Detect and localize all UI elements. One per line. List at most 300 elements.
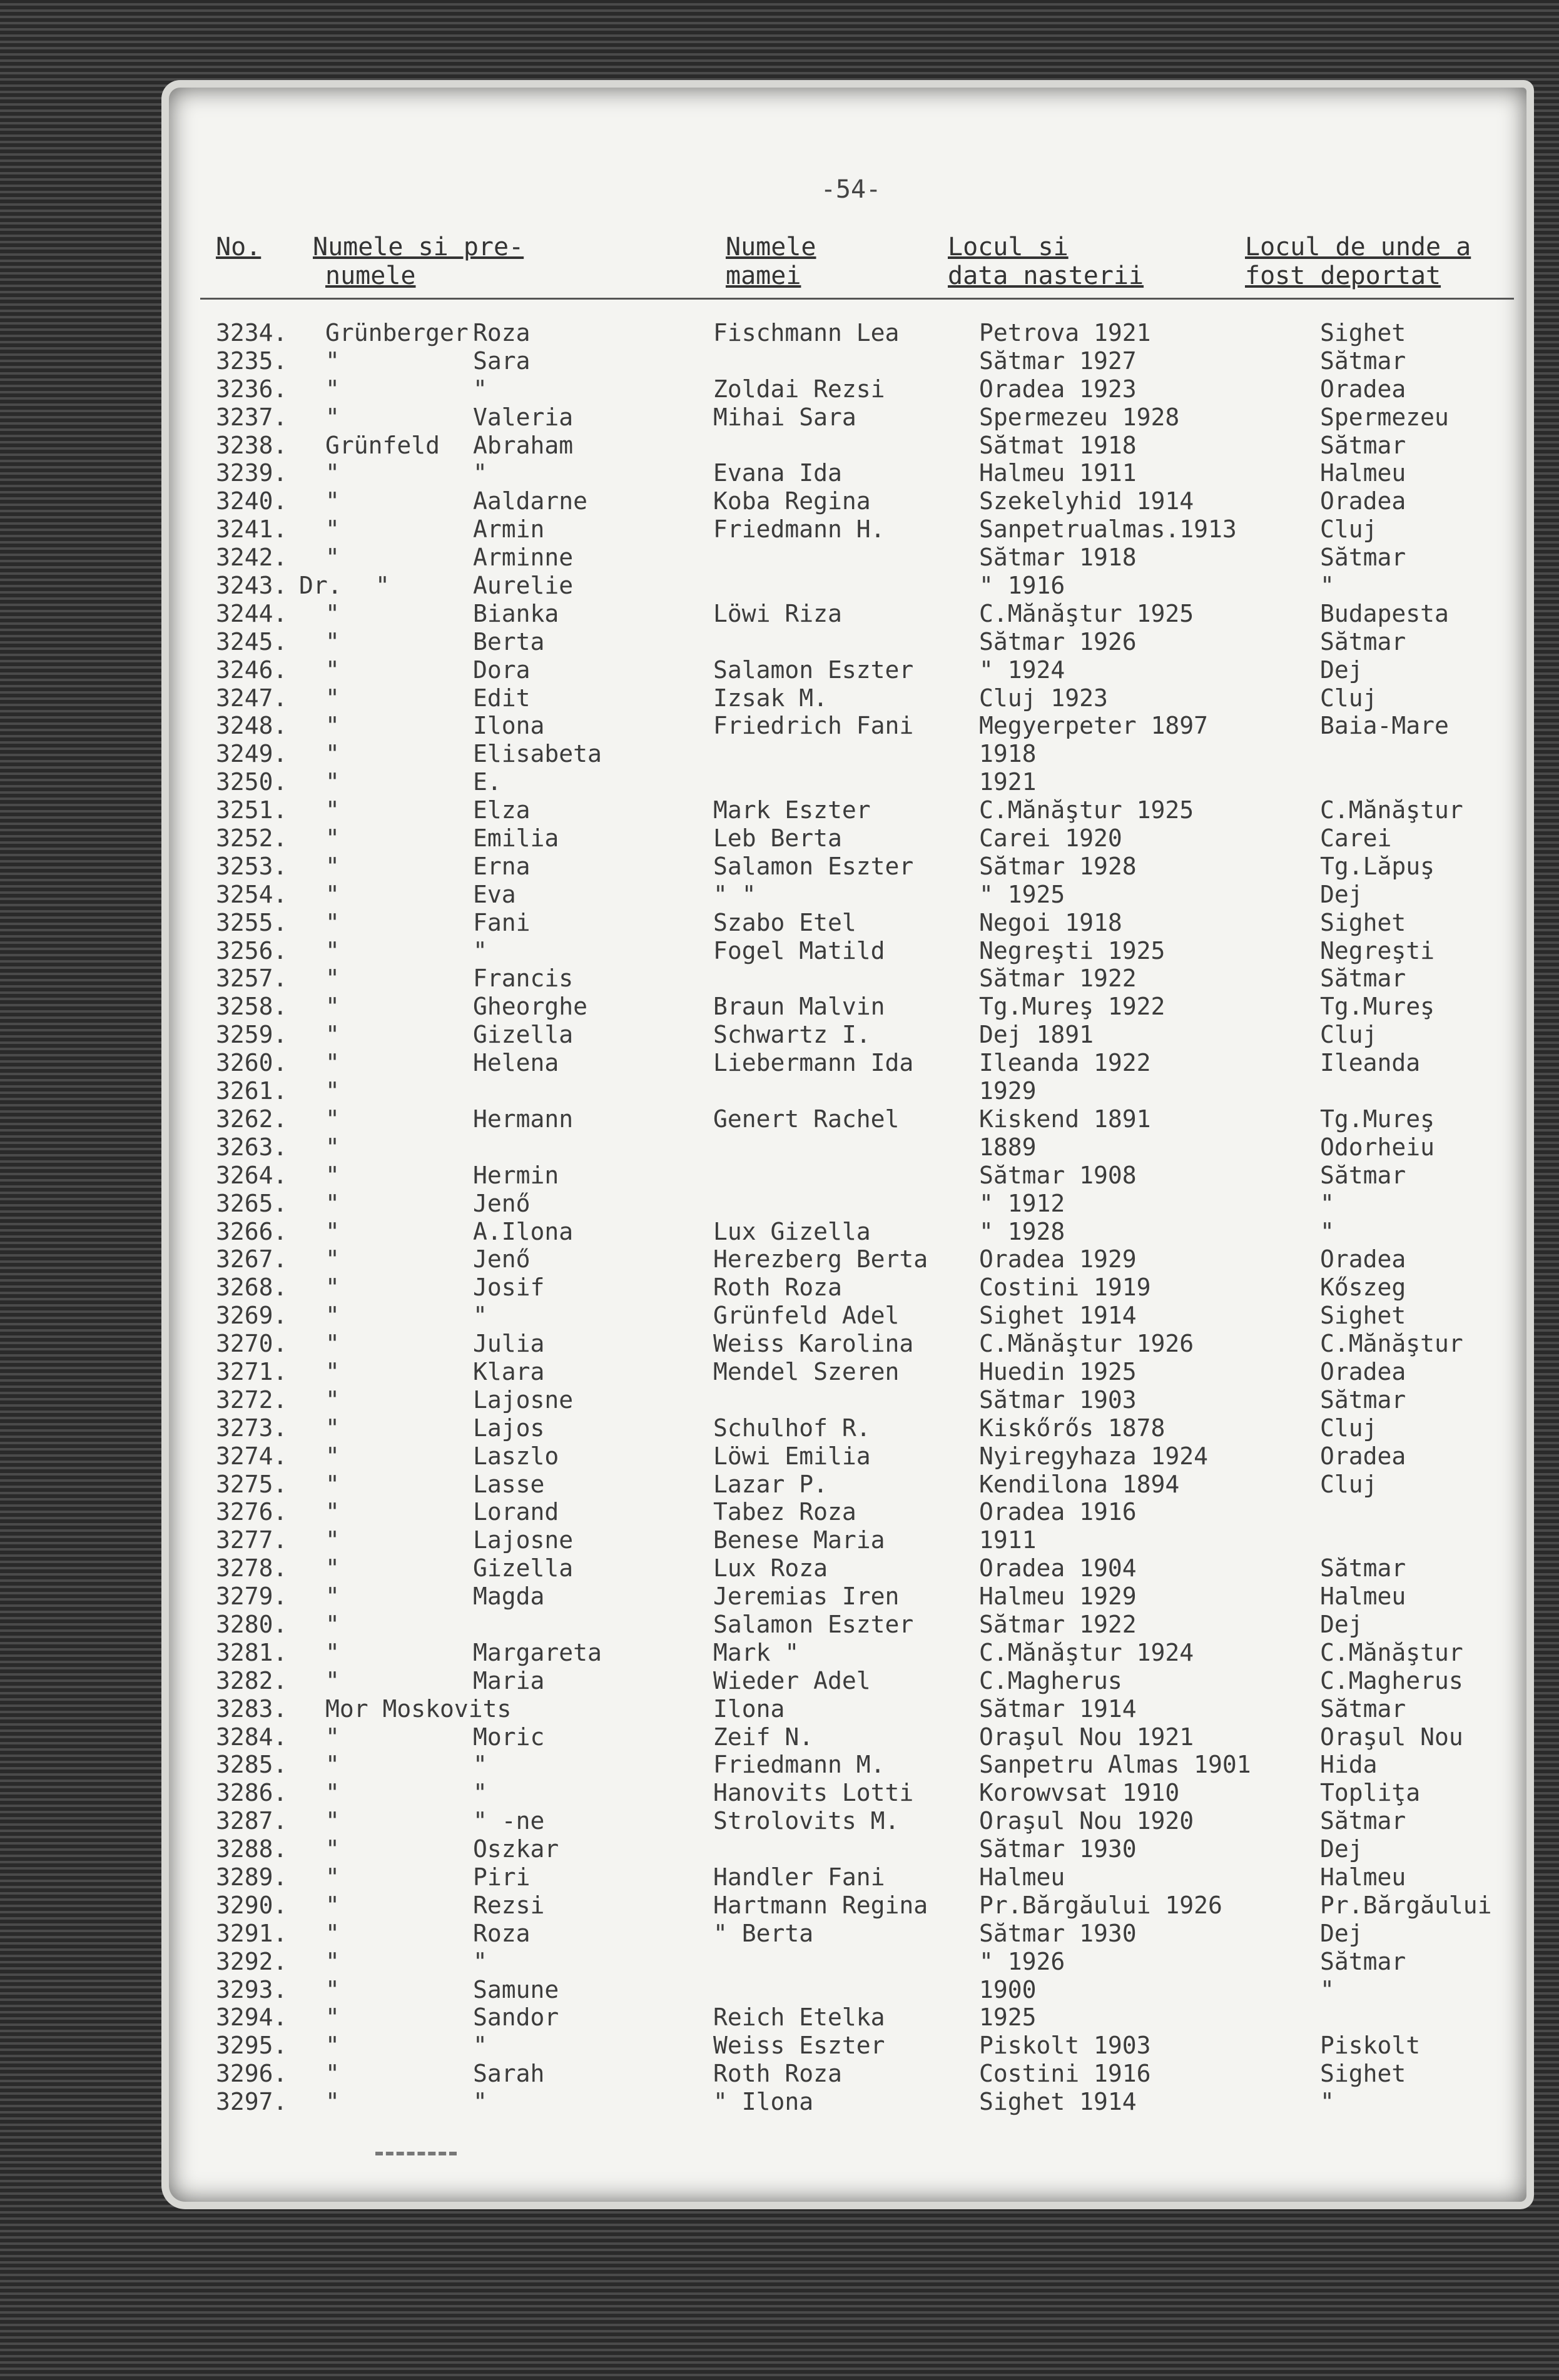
record-deportation-place: C.Mănăştur [1320, 1330, 1463, 1358]
record-number: 3251. [216, 796, 288, 824]
record-mother-name: Löwi Riza [713, 599, 842, 627]
record-surname: " [325, 2060, 340, 2088]
record-number: 3297. [216, 2088, 288, 2116]
record-birth: Nyiregyhaza 1924 [979, 1442, 1209, 1470]
record-first-name: " [473, 936, 487, 965]
record-mother-name: Roth Roza [713, 1274, 842, 1302]
record-number: 3266. [216, 1217, 288, 1245]
table-row [0, 1218, 1559, 1246]
record-birth: Sanpetrualmas.1913 [979, 515, 1237, 544]
table-row [0, 881, 1559, 909]
record-deportation-place: Odorheiu [1320, 1133, 1435, 1161]
record-surname: " [325, 1357, 340, 1385]
record-surname: " [325, 2088, 340, 2116]
record-first-name: A.Ilona [473, 1217, 574, 1245]
record-surname: " [325, 1217, 340, 1245]
record-deportation-place: Sătmar [1320, 1385, 1406, 1414]
record-title: Dr. [299, 572, 342, 600]
record-surname: " [325, 1666, 340, 1694]
record-mother-name: Friedmann H. [713, 515, 885, 544]
record-first-name: Emilia [473, 824, 559, 853]
record-number: 3255. [216, 908, 288, 936]
record-deportation-place: Sătmar [1320, 1947, 1406, 1975]
table-row [0, 1245, 1559, 1274]
record-first-name: Elisabeta [473, 740, 602, 768]
table-row [0, 1554, 1559, 1582]
record-first-name: Abraham [473, 431, 574, 459]
record-mother-name: Grünfeld Adel [713, 1302, 900, 1330]
record-surname: " [325, 1975, 340, 2003]
table-row [0, 403, 1559, 432]
record-number: 3240. [216, 487, 288, 515]
record-deportation-place: Dej [1320, 1919, 1363, 1947]
record-surname: " [325, 1638, 340, 1666]
record-deportation-place: Halmeu [1320, 1863, 1406, 1891]
record-mother-name: " Ilona [713, 2088, 814, 2116]
table-row [0, 1274, 1559, 1302]
table-row [0, 1471, 1559, 1499]
record-deportation-place: " [1320, 1975, 1334, 2003]
record-mother-name: Jeremias Iren [713, 1582, 900, 1611]
table-row [0, 740, 1559, 768]
record-mother-name: Mark Eszter [713, 796, 871, 824]
record-birth: Tg.Mureş 1922 [979, 993, 1165, 1021]
record-deportation-place: Sătmar [1320, 1694, 1406, 1723]
record-number: 3291. [216, 1919, 288, 1947]
record-mother-name: Salamon Eszter [713, 1610, 914, 1638]
record-mother-name: Schwartz I. [713, 1021, 871, 1049]
record-first-name: Laszlo [473, 1442, 559, 1470]
records-table [0, 319, 1559, 2116]
record-mother-name: Herezberg Berta [713, 1245, 928, 1274]
record-deportation-place: Pr.Bărgăului [1320, 1891, 1492, 1919]
record-first-name: Maria [473, 1666, 545, 1694]
record-deportation-place: Sătmar [1320, 431, 1406, 459]
record-birth: 1900 [979, 1975, 1037, 2003]
record-surname: " [325, 1582, 340, 1611]
record-first-name: " [473, 459, 487, 487]
record-number: 3294. [216, 2003, 288, 2032]
table-row [0, 1920, 1559, 1948]
record-first-name: Lajos [473, 1414, 545, 1442]
record-deportation-place: Sighet [1320, 319, 1406, 347]
record-first-name: Jenő [473, 1245, 531, 1274]
record-surname: " [325, 1330, 340, 1358]
record-number: 3249. [216, 740, 288, 768]
record-first-name: Aaldarne [473, 487, 588, 515]
table-row [0, 965, 1559, 993]
record-number: 3283. [216, 1694, 288, 1723]
record-number: 3239. [216, 459, 288, 487]
record-surname: " [325, 1442, 340, 1470]
record-first-name: E. [473, 768, 502, 796]
record-birth: Dej 1891 [979, 1021, 1094, 1049]
record-number: 3256. [216, 936, 288, 965]
record-mother-name: Roth Roza [713, 2060, 842, 2088]
table-row [0, 853, 1559, 881]
record-first-name: Samune [473, 1975, 559, 2003]
record-birth: Huedin 1925 [979, 1357, 1137, 1385]
record-first-name: Valeria [473, 403, 574, 431]
record-deportation-place: Carei [1320, 824, 1392, 853]
record-deportation-place: Spermezeu [1320, 403, 1449, 431]
record-first-name: Roza [473, 319, 531, 347]
record-number: 3253. [216, 852, 288, 880]
record-first-name: Julia [473, 1330, 545, 1358]
record-surname: " [375, 572, 390, 600]
record-surname: " [325, 1891, 340, 1919]
record-first-name: " [473, 2032, 487, 2060]
record-deportation-place: " [1320, 1217, 1334, 1245]
record-birth: C.Mănăştur 1925 [979, 599, 1194, 627]
record-number: 3250. [216, 768, 288, 796]
record-number: 3259. [216, 1021, 288, 1049]
record-deportation-place: Dej [1320, 656, 1363, 684]
record-first-name: Edit [473, 684, 531, 712]
table-row [0, 1190, 1559, 1218]
record-mother-name: Zeif N. [713, 1723, 814, 1751]
record-number: 3287. [216, 1807, 288, 1835]
record-deportation-place: Sătmar [1320, 627, 1406, 656]
table-row [0, 1891, 1559, 1920]
record-deportation-place: Sătmar [1320, 1161, 1406, 1189]
record-birth: Pr.Bărgăului 1926 [979, 1891, 1222, 1919]
record-surname: " [325, 459, 340, 487]
record-mother-name: " " [713, 880, 756, 908]
table-row [0, 432, 1559, 460]
record-mother-name: Mendel Szeren [713, 1357, 900, 1385]
record-first-name: Arminne [473, 544, 574, 572]
record-first-name: Oszkar [473, 1835, 559, 1863]
record-mother-name: Weiss Karolina [713, 1330, 914, 1358]
record-surname: " [325, 1723, 340, 1751]
record-mother-name: Braun Malvin [713, 993, 885, 1021]
record-deportation-place: Tg.Mureş [1320, 993, 1435, 1021]
record-number: 3252. [216, 824, 288, 853]
table-row [0, 319, 1559, 347]
record-deportation-place: Cluj [1320, 515, 1378, 544]
record-surname: " [325, 1947, 340, 1975]
record-surname: " [325, 936, 340, 965]
record-surname: " [325, 1049, 340, 1077]
record-number: 3296. [216, 2060, 288, 2088]
record-deportation-place: Sighet [1320, 2060, 1406, 2088]
table-row [0, 1498, 1559, 1526]
record-surname: " [325, 1835, 340, 1863]
table-row [0, 1695, 1559, 1723]
record-deportation-place: Sătmar [1320, 965, 1406, 993]
record-mother-name: Friedrich Fani [713, 712, 914, 740]
table-row [0, 824, 1559, 853]
record-mother-name: Hanovits Lotti [713, 1779, 914, 1807]
record-birth: " 1925 [979, 880, 1065, 908]
record-first-name: " [473, 1947, 487, 1975]
record-number: 3269. [216, 1302, 288, 1330]
record-number: 3289. [216, 1863, 288, 1891]
table-row [0, 1133, 1559, 1162]
record-mother-name: Zoldai Rezsi [713, 375, 885, 403]
record-birth: Costini 1916 [979, 2060, 1151, 2088]
record-first-name: " [473, 1779, 487, 1807]
record-surname: " [325, 1077, 340, 1105]
record-birth: 1889 [979, 1133, 1037, 1161]
record-first-name: Hermann [473, 1105, 574, 1133]
record-first-name: Aurelie [473, 572, 574, 600]
record-number: 3262. [216, 1105, 288, 1133]
record-surname: " [325, 712, 340, 740]
record-surname: " [325, 544, 340, 572]
record-mother-name: Fischmann Lea [713, 319, 900, 347]
record-number: 3278. [216, 1554, 288, 1582]
record-surname: " [325, 627, 340, 656]
record-first-name: Ilona [473, 712, 545, 740]
record-mother-name: Salamon Eszter [713, 852, 914, 880]
record-birth: Halmeu 1929 [979, 1582, 1137, 1611]
record-number: 3274. [216, 1442, 288, 1470]
table-row [0, 1049, 1559, 1077]
record-first-name: Margareta [473, 1638, 602, 1666]
record-first-name: " -ne [473, 1807, 545, 1835]
record-deportation-place: Sătmar [1320, 347, 1406, 375]
record-number: 3238. [216, 431, 288, 459]
page-number: -54- [820, 175, 881, 204]
record-surname: " [325, 1189, 340, 1217]
record-birth: Oradea 1923 [979, 375, 1137, 403]
record-mother-name: Liebermann Ida [713, 1049, 914, 1077]
record-birth: Sighet 1914 [979, 2088, 1137, 2116]
record-deportation-place: Halmeu [1320, 1582, 1406, 1611]
record-number: 3234. [216, 319, 288, 347]
record-surname: " [325, 599, 340, 627]
record-birth: Sătmar 1928 [979, 852, 1137, 880]
record-deportation-place: C.Magherus [1320, 1666, 1463, 1694]
record-birth: Oraşul Nou 1921 [979, 1723, 1194, 1751]
record-birth: Sătmar 1930 [979, 1919, 1137, 1947]
table-row [0, 1582, 1559, 1611]
record-surname: " [325, 2003, 340, 2032]
record-deportation-place: Halmeu [1320, 459, 1406, 487]
record-deportation-place: C.Mănăştur [1320, 1638, 1463, 1666]
header-rule [200, 298, 1514, 300]
header-no: No. [216, 233, 262, 261]
record-birth: 1929 [979, 1077, 1037, 1105]
record-birth: Kiskend 1891 [979, 1105, 1151, 1133]
table-row [0, 544, 1559, 572]
table-row [0, 768, 1559, 796]
record-surname: Grünberger [325, 319, 469, 347]
record-birth: Sătmar 1914 [979, 1694, 1137, 1723]
header-name: Numele si pre- numele [313, 233, 524, 290]
table-row [0, 684, 1559, 712]
record-number: 3295. [216, 2032, 288, 2060]
record-mother-name: Ilona [713, 1694, 785, 1723]
record-number: 3247. [216, 684, 288, 712]
record-birth: " 1928 [979, 1217, 1065, 1245]
record-number: 3280. [216, 1610, 288, 1638]
record-mother-name: Lux Gizella [713, 1217, 871, 1245]
record-deportation-place: Ileanda [1320, 1049, 1421, 1077]
record-deportation-place: Tg.Lăpuş [1320, 852, 1435, 880]
record-mother-name: Izsak M. [713, 684, 828, 712]
table-row [0, 1414, 1559, 1442]
table-row [0, 487, 1559, 515]
record-number: 3236. [216, 375, 288, 403]
record-number: 3268. [216, 1274, 288, 1302]
record-birth: Sanpetru Almas 1901 [979, 1751, 1251, 1779]
table-row [0, 2088, 1559, 2116]
record-deportation-place: C.Mănăştur [1320, 796, 1463, 824]
record-birth: C.Mănăştur 1926 [979, 1330, 1194, 1358]
record-deportation-place: Sighet [1320, 908, 1406, 936]
record-deportation-place: Cluj [1320, 684, 1378, 712]
record-first-name: " [473, 375, 487, 403]
record-mother-name: Genert Rachel [713, 1105, 900, 1133]
record-number: 3276. [216, 1498, 288, 1526]
record-surname: " [325, 1021, 340, 1049]
record-birth: Petrova 1921 [979, 319, 1151, 347]
record-birth: Negoi 1918 [979, 908, 1122, 936]
record-number: 3246. [216, 656, 288, 684]
record-birth: Halmeu 1911 [979, 459, 1137, 487]
record-deportation-place: " [1320, 2088, 1334, 2116]
table-row [0, 1948, 1559, 1976]
record-number: 3241. [216, 515, 288, 544]
record-surname: " [325, 1133, 340, 1161]
record-birth: 1925 [979, 2003, 1037, 2032]
table-row [0, 1835, 1559, 1863]
record-mother-name: Leb Berta [713, 824, 842, 853]
record-mother-name: Weiss Eszter [713, 2032, 885, 2060]
record-deportation-place: Sătmar [1320, 1807, 1406, 1835]
record-deportation-place: Kőszeg [1320, 1274, 1406, 1302]
record-surname: " [325, 796, 340, 824]
record-deportation-place: Cluj [1320, 1021, 1378, 1049]
record-number: 3235. [216, 347, 288, 375]
record-number: 3292. [216, 1947, 288, 1975]
record-first-name: Roza [473, 1919, 531, 1947]
record-surname: " [325, 740, 340, 768]
record-number: 3293. [216, 1975, 288, 2003]
record-birth: Piskolt 1903 [979, 2032, 1151, 2060]
record-deportation-place: Sătmar [1320, 1554, 1406, 1582]
record-birth: Oradea 1916 [979, 1498, 1137, 1526]
table-row [0, 347, 1559, 375]
record-number: 3277. [216, 1526, 288, 1554]
record-birth: Sătmar 1922 [979, 1610, 1137, 1638]
record-number: 3282. [216, 1666, 288, 1694]
record-birth: 1911 [979, 1526, 1037, 1554]
record-first-name: Dora [473, 656, 531, 684]
table-row [0, 909, 1559, 937]
record-first-name: Francis [473, 965, 574, 993]
record-first-name: Elza [473, 796, 531, 824]
record-mother-name: Schulhof R. [713, 1414, 871, 1442]
record-first-name: Sara [473, 347, 531, 375]
record-birth: Korowvsat 1910 [979, 1779, 1180, 1807]
record-number: 3272. [216, 1385, 288, 1414]
record-first-name: Sarah [473, 2060, 545, 2088]
record-birth: Negreşti 1925 [979, 936, 1165, 965]
table-row [0, 572, 1559, 600]
record-birth: " 1924 [979, 656, 1065, 684]
record-first-name: Magda [473, 1582, 545, 1611]
table-row [0, 1639, 1559, 1667]
table-row [0, 515, 1559, 544]
record-surname: " [325, 656, 340, 684]
record-surname: " [325, 2032, 340, 2060]
table-row [0, 1358, 1559, 1386]
record-birth: Sătmar 1922 [979, 965, 1137, 993]
table-row [0, 628, 1559, 656]
record-surname: " [325, 965, 340, 993]
table-row [0, 1723, 1559, 1751]
record-first-name: Gizella [473, 1554, 574, 1582]
record-deportation-place: " [1320, 1189, 1334, 1217]
record-surname: " [325, 1470, 340, 1498]
record-number: 3285. [216, 1751, 288, 1779]
record-deportation-place: Cluj [1320, 1470, 1378, 1498]
table-row [0, 1386, 1559, 1414]
record-surname: " [325, 1863, 340, 1891]
table-row [0, 656, 1559, 684]
table-row [0, 375, 1559, 403]
header-mother: Numele mamei [726, 233, 816, 290]
record-birth: Megyerpeter 1897 [979, 712, 1209, 740]
record-birth: Kiskőrős 1878 [979, 1414, 1165, 1442]
record-surname: " [325, 880, 340, 908]
record-number: 3264. [216, 1161, 288, 1189]
table-row [0, 1751, 1559, 1779]
record-mother-name: Handler Fani [713, 1863, 885, 1891]
record-first-name: Moric [473, 1723, 545, 1751]
record-first-name: Lorand [473, 1498, 559, 1526]
record-first-name: Jenő [473, 1189, 531, 1217]
record-number: 3265. [216, 1189, 288, 1217]
record-mother-name: Strolovits M. [713, 1807, 900, 1835]
record-first-name: Gheorghe [473, 993, 588, 1021]
record-birth: Kendilona 1894 [979, 1470, 1180, 1498]
record-first-name: Bianka [473, 599, 559, 627]
record-birth: Sătmar 1926 [979, 627, 1137, 656]
record-deportation-place: Dej [1320, 1610, 1363, 1638]
table-row [0, 2060, 1559, 2088]
record-number: 3261. [216, 1077, 288, 1105]
record-number: 3279. [216, 1582, 288, 1611]
record-birth: Sătmar 1903 [979, 1385, 1137, 1414]
record-mother-name: Reich Etelka [713, 2003, 885, 2032]
record-birth: Sătmar 1930 [979, 1835, 1137, 1863]
table-row [0, 1611, 1559, 1639]
record-birth: " 1916 [979, 572, 1065, 600]
record-mother-name: Wieder Adel [713, 1666, 871, 1694]
record-first-name: Piri [473, 1863, 531, 1891]
record-first-name: Klara [473, 1357, 545, 1385]
record-mother-name: Löwi Emilia [713, 1442, 871, 1470]
record-first-name: " [473, 2088, 487, 2116]
record-deportation-place: Oradea [1320, 1442, 1406, 1470]
record-mother-name: Friedmann M. [713, 1751, 885, 1779]
table-row [0, 1976, 1559, 2004]
table-row [0, 1162, 1559, 1190]
record-surname: " [325, 993, 340, 1021]
record-first-name: Rezsi [473, 1891, 545, 1919]
table-row [0, 1442, 1559, 1471]
record-mother-name: Lazar P. [713, 1470, 828, 1498]
record-number: 3260. [216, 1049, 288, 1077]
record-number: 3258. [216, 993, 288, 1021]
record-number: 3242. [216, 544, 288, 572]
table-row [0, 600, 1559, 628]
